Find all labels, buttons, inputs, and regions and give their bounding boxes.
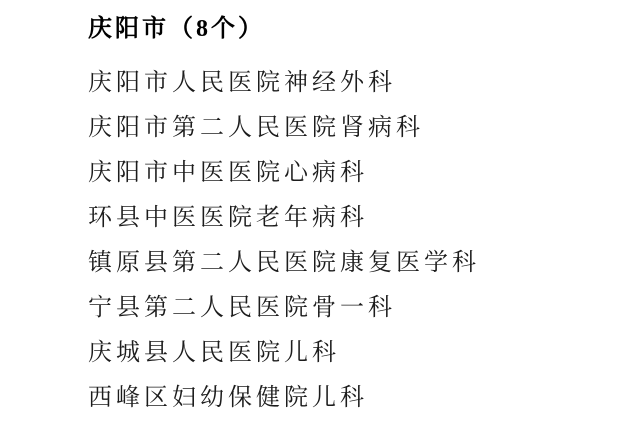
section-heading: 庆阳市（8个） [88,16,265,42]
list-item: 宁县第二人民医院骨一科 [88,295,396,321]
list-item: 镇原县第二人民医院康复医学科 [88,250,480,276]
hospital-list [88,61,630,421]
list-item: 环县中医医院老年病科 [88,205,368,231]
list-item: 庆城县人民医院儿科 [88,340,340,366]
list-item: 庆阳市中医医院心病科 [88,160,368,186]
list-item: 庆阳市第二人民医院肾病科 [88,115,424,141]
list-item: 庆阳市人民医院神经外科 [88,70,396,96]
list-item: 西峰区妇幼保健院儿科 [88,385,368,411]
document-content [88,14,630,421]
